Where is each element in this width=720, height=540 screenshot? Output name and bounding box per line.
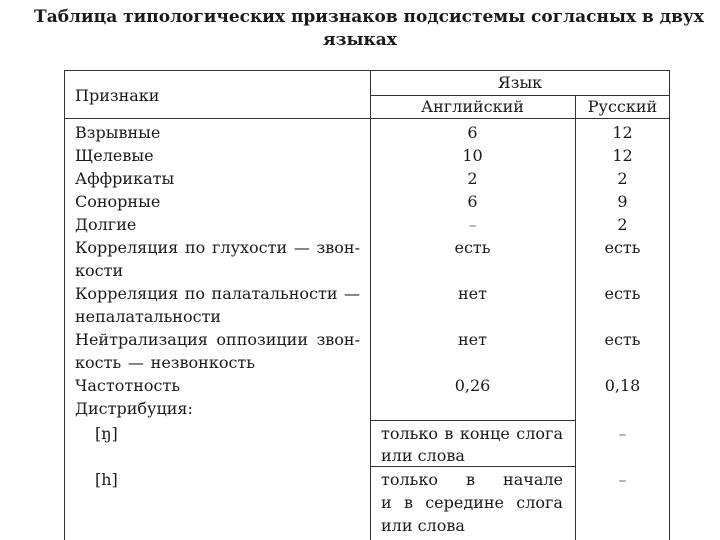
word: в — [403, 493, 413, 512]
word: палатальности — [211, 284, 338, 303]
word: только — [381, 470, 438, 489]
word: оппозиции — [216, 330, 309, 349]
word: незвонкость — [150, 353, 255, 372]
row-feature: Аффрикаты — [75, 169, 175, 188]
header-bottom-rule — [65, 118, 669, 119]
header-english: Английский — [421, 97, 524, 116]
word: слога — [516, 424, 563, 443]
row-russian-value: 0,18 — [604, 376, 641, 395]
row-feature-line: кости — [75, 261, 124, 280]
row-russian-value: есть — [604, 284, 641, 303]
distribution-text-line — [381, 491, 563, 514]
word: по — [184, 284, 206, 303]
word: Корреляция — [75, 238, 179, 257]
row-russian-value: – — [618, 424, 627, 443]
word: середине — [425, 493, 505, 512]
row-feature: Частотность — [75, 376, 181, 395]
row-russian-value: 12 — [612, 123, 633, 142]
word: Нейтрализация — [75, 330, 208, 349]
row-divider — [370, 420, 575, 421]
row-english-value: 0,26 — [454, 376, 491, 395]
distribution-text-line: или слова — [381, 516, 465, 535]
row-english-value: 6 — [467, 192, 478, 211]
row-feature-line — [75, 236, 360, 259]
word: в — [444, 424, 454, 443]
row-english-value: 10 — [462, 146, 483, 165]
row-english-value: нет — [458, 330, 487, 349]
word: и — [381, 493, 392, 512]
row-english-value: есть — [454, 238, 491, 257]
word: только — [381, 424, 438, 443]
word: слога — [516, 493, 563, 512]
phoneme-symbol: [h] — [95, 470, 118, 489]
row-russian-value: 2 — [617, 215, 628, 234]
word: в — [466, 470, 476, 489]
title-line-2: языках — [323, 30, 397, 50]
distribution-text-line — [381, 422, 563, 445]
row-english-value: – — [468, 215, 477, 234]
table-title — [0, 6, 720, 52]
row-feature: Сонорные — [75, 192, 161, 211]
word: конце — [459, 424, 510, 443]
row-feature-line — [75, 328, 360, 351]
word: — — [127, 353, 144, 372]
row-feature: Долгие — [75, 215, 137, 234]
row-russian-value: 12 — [612, 146, 633, 165]
row-russian-value: 2 — [617, 169, 628, 188]
row-russian-value: есть — [604, 330, 641, 349]
word: по — [185, 238, 206, 257]
row-feature: Дистрибуция: — [75, 399, 193, 418]
row-english-value: нет — [458, 284, 487, 303]
row-english-value: 2 — [467, 169, 478, 188]
row-russian-value: – — [618, 470, 627, 489]
word: глухости — [212, 238, 288, 257]
row-russian-value: есть — [604, 238, 641, 257]
word: начале — [503, 470, 563, 489]
header-language: Язык — [497, 73, 543, 92]
header-features: Признаки — [75, 86, 160, 105]
word: звон- — [316, 238, 360, 257]
comparison-table — [64, 70, 670, 540]
row-feature-line — [75, 282, 360, 305]
row-feature: Взрывные — [75, 123, 161, 142]
row-russian-value: 9 — [617, 192, 628, 211]
distribution-text-line — [381, 468, 563, 491]
row-feature-line — [75, 351, 255, 374]
row-feature: Щелевые — [75, 146, 154, 165]
word: — — [343, 284, 360, 303]
word: Корреляция — [75, 284, 179, 303]
row-feature-line: непалатальности — [75, 307, 222, 326]
title-line-1: Таблица типологических признаков подсистемы согласных в двух — [34, 7, 704, 27]
header-russian: Русский — [587, 97, 658, 116]
distribution-text-line: или слова — [381, 446, 465, 465]
phoneme-symbol: [ŋ] — [95, 424, 118, 443]
row-english-value: 6 — [467, 123, 478, 142]
word: звон- — [316, 330, 360, 349]
word: — — [293, 238, 310, 257]
word: кость — [75, 353, 122, 372]
